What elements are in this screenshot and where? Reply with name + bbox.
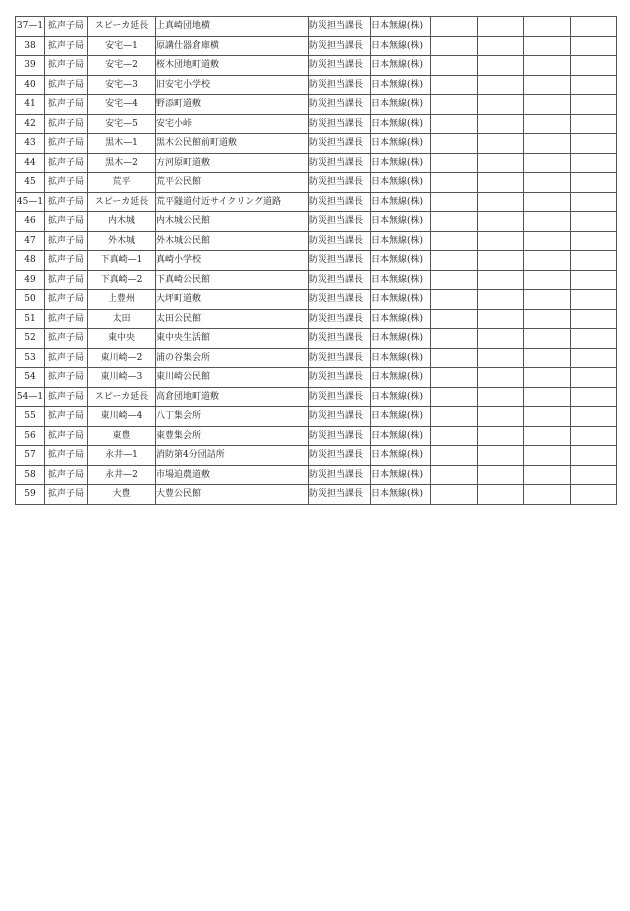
cell-location: 荒平公民館: [156, 173, 309, 193]
cell-number: 50: [16, 290, 45, 310]
table-row: [16, 56, 617, 76]
cell-number: 48: [16, 251, 45, 271]
cell-number: 44: [16, 153, 45, 173]
cell-location: 太田公民館: [156, 309, 309, 329]
cell-empty: [431, 36, 478, 56]
cell-location: 黒木公民館前町道敷: [156, 134, 309, 154]
cell-location: 東豊集会所: [156, 426, 309, 446]
cell-empty: [431, 465, 478, 485]
table-row: [16, 153, 617, 173]
cell-location: 野添町道敷: [156, 95, 309, 115]
cell-empty: [431, 95, 478, 115]
cell-station-name: 下真崎—2: [88, 270, 156, 290]
cell-empty: [571, 114, 617, 134]
cell-number: 43: [16, 134, 45, 154]
cell-number: 52: [16, 329, 45, 349]
cell-manager: 防災担当課長: [309, 56, 371, 76]
cell-empty: [571, 485, 617, 505]
cell-location: 東中央生活館: [156, 329, 309, 349]
cell-manager: 防災担当課長: [309, 348, 371, 368]
cell-station-name: 安宅—3: [88, 75, 156, 95]
table-row: [16, 407, 617, 427]
cell-number: 53: [16, 348, 45, 368]
table-row: [16, 329, 617, 349]
table-row: [16, 212, 617, 232]
cell-empty: [571, 56, 617, 76]
cell-empty: [478, 290, 524, 310]
cell-company: 日本無線(株): [371, 387, 431, 407]
table-row: [16, 75, 617, 95]
table-row: [16, 368, 617, 388]
cell-empty: [478, 368, 524, 388]
cell-location: 外木城公民館: [156, 231, 309, 251]
cell-location: 下真崎公民館: [156, 270, 309, 290]
cell-company: 日本無線(株): [371, 173, 431, 193]
cell-type: 拡声子局: [45, 270, 88, 290]
cell-manager: 防災担当課長: [309, 153, 371, 173]
cell-manager: 防災担当課長: [309, 251, 371, 271]
cell-empty: [524, 114, 571, 134]
cell-manager: 防災担当課長: [309, 173, 371, 193]
cell-empty: [478, 485, 524, 505]
table-row: [16, 134, 617, 154]
cell-empty: [478, 348, 524, 368]
cell-empty: [524, 270, 571, 290]
cell-station-name: スピーカ延長: [88, 17, 156, 37]
cell-number: 42: [16, 114, 45, 134]
cell-empty: [478, 309, 524, 329]
cell-empty: [431, 56, 478, 76]
cell-type: 拡声子局: [45, 36, 88, 56]
cell-company: 日本無線(株): [371, 75, 431, 95]
cell-empty: [431, 173, 478, 193]
cell-empty: [524, 17, 571, 37]
cell-empty: [431, 231, 478, 251]
cell-empty: [571, 95, 617, 115]
cell-empty: [478, 212, 524, 232]
cell-company: 日本無線(株): [371, 309, 431, 329]
cell-number: 49: [16, 270, 45, 290]
cell-empty: [524, 407, 571, 427]
cell-empty: [478, 251, 524, 271]
cell-station-name: 下真崎—1: [88, 251, 156, 271]
cell-empty: [431, 485, 478, 505]
cell-type: 拡声子局: [45, 212, 88, 232]
cell-station-name: 内木城: [88, 212, 156, 232]
cell-number: 54—1: [16, 387, 45, 407]
cell-empty: [524, 251, 571, 271]
cell-number: 54: [16, 368, 45, 388]
cell-empty: [478, 17, 524, 37]
cell-manager: 防災担当課長: [309, 270, 371, 290]
table-row: [16, 231, 617, 251]
cell-empty: [524, 56, 571, 76]
cell-type: 拡声子局: [45, 17, 88, 37]
cell-empty: [478, 192, 524, 212]
cell-empty: [524, 212, 571, 232]
cell-manager: 防災担当課長: [309, 75, 371, 95]
cell-number: 46: [16, 212, 45, 232]
cell-station-name: 外木城: [88, 231, 156, 251]
cell-type: 拡声子局: [45, 329, 88, 349]
cell-station-name: 東川崎—4: [88, 407, 156, 427]
table-row: [16, 95, 617, 115]
cell-empty: [478, 114, 524, 134]
cell-company: 日本無線(株): [371, 212, 431, 232]
cell-location: 大坪町道敷: [156, 290, 309, 310]
cell-type: 拡声子局: [45, 407, 88, 427]
cell-location: 市場迫農道敷: [156, 465, 309, 485]
table-row: [16, 173, 617, 193]
cell-number: 40: [16, 75, 45, 95]
cell-empty: [571, 192, 617, 212]
cell-manager: 防災担当課長: [309, 212, 371, 232]
cell-company: 日本無線(株): [371, 95, 431, 115]
cell-type: 拡声子局: [45, 309, 88, 329]
table-row: [16, 348, 617, 368]
cell-manager: 防災担当課長: [309, 290, 371, 310]
cell-empty: [478, 95, 524, 115]
cell-company: 日本無線(株): [371, 465, 431, 485]
cell-station-name: 黒木—1: [88, 134, 156, 154]
cell-manager: 防災担当課長: [309, 426, 371, 446]
cell-location: 荒平隧道付近サイクリング道路: [156, 192, 309, 212]
cell-station-name: スピーカ延長: [88, 192, 156, 212]
cell-location: 浦の谷集会所: [156, 348, 309, 368]
cell-empty: [571, 387, 617, 407]
cell-type: 拡声子局: [45, 465, 88, 485]
cell-company: 日本無線(株): [371, 36, 431, 56]
cell-station-name: 安宅—5: [88, 114, 156, 134]
cell-manager: 防災担当課長: [309, 329, 371, 349]
cell-empty: [524, 36, 571, 56]
cell-manager: 防災担当課長: [309, 446, 371, 466]
cell-empty: [431, 329, 478, 349]
cell-empty: [478, 407, 524, 427]
table-row: [16, 114, 617, 134]
table-row: [16, 465, 617, 485]
cell-empty: [571, 231, 617, 251]
cell-type: 拡声子局: [45, 387, 88, 407]
cell-manager: 防災担当課長: [309, 231, 371, 251]
cell-station-name: 黒木—2: [88, 153, 156, 173]
cell-type: 拡声子局: [45, 56, 88, 76]
cell-empty: [478, 387, 524, 407]
cell-station-name: 上豊州: [88, 290, 156, 310]
cell-type: 拡声子局: [45, 426, 88, 446]
cell-number: 45: [16, 173, 45, 193]
cell-company: 日本無線(株): [371, 407, 431, 427]
cell-station-name: 安宅—1: [88, 36, 156, 56]
cell-empty: [431, 153, 478, 173]
cell-empty: [524, 173, 571, 193]
cell-station-name: 安宅—4: [88, 95, 156, 115]
cell-station-name: 東豊: [88, 426, 156, 446]
cell-location: 消防第4分団詰所: [156, 446, 309, 466]
cell-empty: [431, 270, 478, 290]
cell-empty: [571, 153, 617, 173]
cell-number: 58: [16, 465, 45, 485]
cell-location: 内木城公民館: [156, 212, 309, 232]
cell-empty: [431, 114, 478, 134]
cell-empty: [524, 134, 571, 154]
cell-company: 日本無線(株): [371, 231, 431, 251]
cell-manager: 防災担当課長: [309, 114, 371, 134]
cell-empty: [524, 153, 571, 173]
cell-empty: [524, 75, 571, 95]
cell-location: 上真崎団地横: [156, 17, 309, 37]
cell-number: 38: [16, 36, 45, 56]
cell-company: 日本無線(株): [371, 270, 431, 290]
table-body: [16, 17, 617, 505]
cell-number: 39: [16, 56, 45, 76]
table-row: [16, 485, 617, 505]
cell-manager: 防災担当課長: [309, 485, 371, 505]
cell-empty: [571, 173, 617, 193]
cell-type: 拡声子局: [45, 368, 88, 388]
cell-number: 57: [16, 446, 45, 466]
cell-company: 日本無線(株): [371, 17, 431, 37]
cell-empty: [524, 95, 571, 115]
cell-empty: [478, 465, 524, 485]
cell-empty: [524, 465, 571, 485]
cell-company: 日本無線(株): [371, 329, 431, 349]
cell-empty: [431, 348, 478, 368]
cell-empty: [478, 270, 524, 290]
cell-empty: [571, 134, 617, 154]
cell-empty: [431, 387, 478, 407]
cell-type: 拡声子局: [45, 192, 88, 212]
cell-location: 高倉団地町道敷: [156, 387, 309, 407]
cell-empty: [431, 407, 478, 427]
cell-empty: [478, 134, 524, 154]
cell-location: 方河原町道敷: [156, 153, 309, 173]
table-row: [16, 387, 617, 407]
cell-station-name: 東中央: [88, 329, 156, 349]
cell-empty: [524, 231, 571, 251]
cell-company: 日本無線(株): [371, 426, 431, 446]
cell-empty: [571, 426, 617, 446]
cell-empty: [571, 446, 617, 466]
cell-manager: 防災担当課長: [309, 17, 371, 37]
cell-type: 拡声子局: [45, 485, 88, 505]
cell-type: 拡声子局: [45, 173, 88, 193]
cell-type: 拡声子局: [45, 446, 88, 466]
cell-empty: [478, 56, 524, 76]
cell-location: 東川崎公民館: [156, 368, 309, 388]
cell-station-name: 荒平: [88, 173, 156, 193]
cell-type: 拡声子局: [45, 75, 88, 95]
cell-type: 拡声子局: [45, 290, 88, 310]
cell-location: 大豊公民館: [156, 485, 309, 505]
cell-station-name: 太田: [88, 309, 156, 329]
cell-manager: 防災担当課長: [309, 309, 371, 329]
cell-empty: [524, 368, 571, 388]
cell-empty: [478, 426, 524, 446]
cell-empty: [524, 446, 571, 466]
cell-empty: [431, 309, 478, 329]
cell-type: 拡声子局: [45, 251, 88, 271]
cell-company: 日本無線(株): [371, 290, 431, 310]
cell-empty: [571, 17, 617, 37]
cell-empty: [431, 446, 478, 466]
cell-empty: [571, 290, 617, 310]
cell-empty: [524, 192, 571, 212]
cell-empty: [524, 485, 571, 505]
cell-empty: [524, 329, 571, 349]
table-row: [16, 446, 617, 466]
cell-company: 日本無線(株): [371, 56, 431, 76]
cell-number: 59: [16, 485, 45, 505]
cell-empty: [571, 329, 617, 349]
cell-number: 51: [16, 309, 45, 329]
cell-empty: [478, 446, 524, 466]
cell-empty: [524, 309, 571, 329]
cell-number: 37—1: [16, 17, 45, 37]
cell-company: 日本無線(株): [371, 192, 431, 212]
table-row: [16, 290, 617, 310]
cell-manager: 防災担当課長: [309, 368, 371, 388]
cell-empty: [571, 348, 617, 368]
cell-manager: 防災担当課長: [309, 192, 371, 212]
cell-empty: [431, 17, 478, 37]
cell-station-name: 安宅—2: [88, 56, 156, 76]
cell-empty: [524, 348, 571, 368]
table-row: [16, 251, 617, 271]
cell-location: 桜木団地町道敷: [156, 56, 309, 76]
cell-station-name: 東川崎—3: [88, 368, 156, 388]
cell-company: 日本無線(株): [371, 348, 431, 368]
cell-company: 日本無線(株): [371, 485, 431, 505]
cell-station-name: 大豊: [88, 485, 156, 505]
cell-manager: 防災担当課長: [309, 465, 371, 485]
table-row: [16, 36, 617, 56]
cell-empty: [431, 290, 478, 310]
cell-type: 拡声子局: [45, 231, 88, 251]
cell-location: 八丁集会所: [156, 407, 309, 427]
cell-empty: [571, 36, 617, 56]
cell-empty: [478, 231, 524, 251]
cell-number: 47: [16, 231, 45, 251]
cell-manager: 防災担当課長: [309, 387, 371, 407]
cell-company: 日本無線(株): [371, 446, 431, 466]
cell-empty: [571, 270, 617, 290]
table-row: [16, 270, 617, 290]
cell-empty: [478, 173, 524, 193]
cell-type: 拡声子局: [45, 134, 88, 154]
cell-empty: [431, 251, 478, 271]
cell-type: 拡声子局: [45, 153, 88, 173]
cell-manager: 防災担当課長: [309, 134, 371, 154]
cell-number: 41: [16, 95, 45, 115]
cell-number: 55: [16, 407, 45, 427]
cell-type: 拡声子局: [45, 348, 88, 368]
cell-company: 日本無線(株): [371, 251, 431, 271]
cell-empty: [571, 407, 617, 427]
cell-location: 旧安宅小学校: [156, 75, 309, 95]
cell-company: 日本無線(株): [371, 114, 431, 134]
cell-number: 56: [16, 426, 45, 446]
cell-empty: [571, 309, 617, 329]
cell-empty: [524, 426, 571, 446]
cell-empty: [431, 134, 478, 154]
cell-empty: [478, 153, 524, 173]
cell-empty: [571, 368, 617, 388]
cell-manager: 防災担当課長: [309, 36, 371, 56]
cell-location: 原講仕器倉庫横: [156, 36, 309, 56]
cell-empty: [571, 465, 617, 485]
cell-empty: [431, 192, 478, 212]
cell-company: 日本無線(株): [371, 153, 431, 173]
cell-location: 安宅小峠: [156, 114, 309, 134]
table-row: [16, 17, 617, 37]
equipment-table: [15, 16, 617, 505]
cell-empty: [524, 387, 571, 407]
cell-number: 45—1: [16, 192, 45, 212]
cell-empty: [571, 251, 617, 271]
cell-empty: [478, 329, 524, 349]
cell-manager: 防災担当課長: [309, 95, 371, 115]
cell-empty: [524, 290, 571, 310]
cell-empty: [478, 36, 524, 56]
cell-company: 日本無線(株): [371, 134, 431, 154]
cell-station-name: 永井—2: [88, 465, 156, 485]
cell-empty: [431, 368, 478, 388]
cell-empty: [431, 75, 478, 95]
cell-type: 拡声子局: [45, 95, 88, 115]
cell-manager: 防災担当課長: [309, 407, 371, 427]
table-row: [16, 426, 617, 446]
cell-station-name: 東川崎—2: [88, 348, 156, 368]
cell-empty: [478, 75, 524, 95]
cell-empty: [571, 212, 617, 232]
cell-type: 拡声子局: [45, 114, 88, 134]
cell-station-name: スピーカ延長: [88, 387, 156, 407]
cell-location: 真崎小学校: [156, 251, 309, 271]
cell-empty: [431, 212, 478, 232]
cell-station-name: 永井—1: [88, 446, 156, 466]
cell-empty: [571, 75, 617, 95]
cell-empty: [431, 426, 478, 446]
table-row: [16, 192, 617, 212]
table-row: [16, 309, 617, 329]
cell-company: 日本無線(株): [371, 368, 431, 388]
